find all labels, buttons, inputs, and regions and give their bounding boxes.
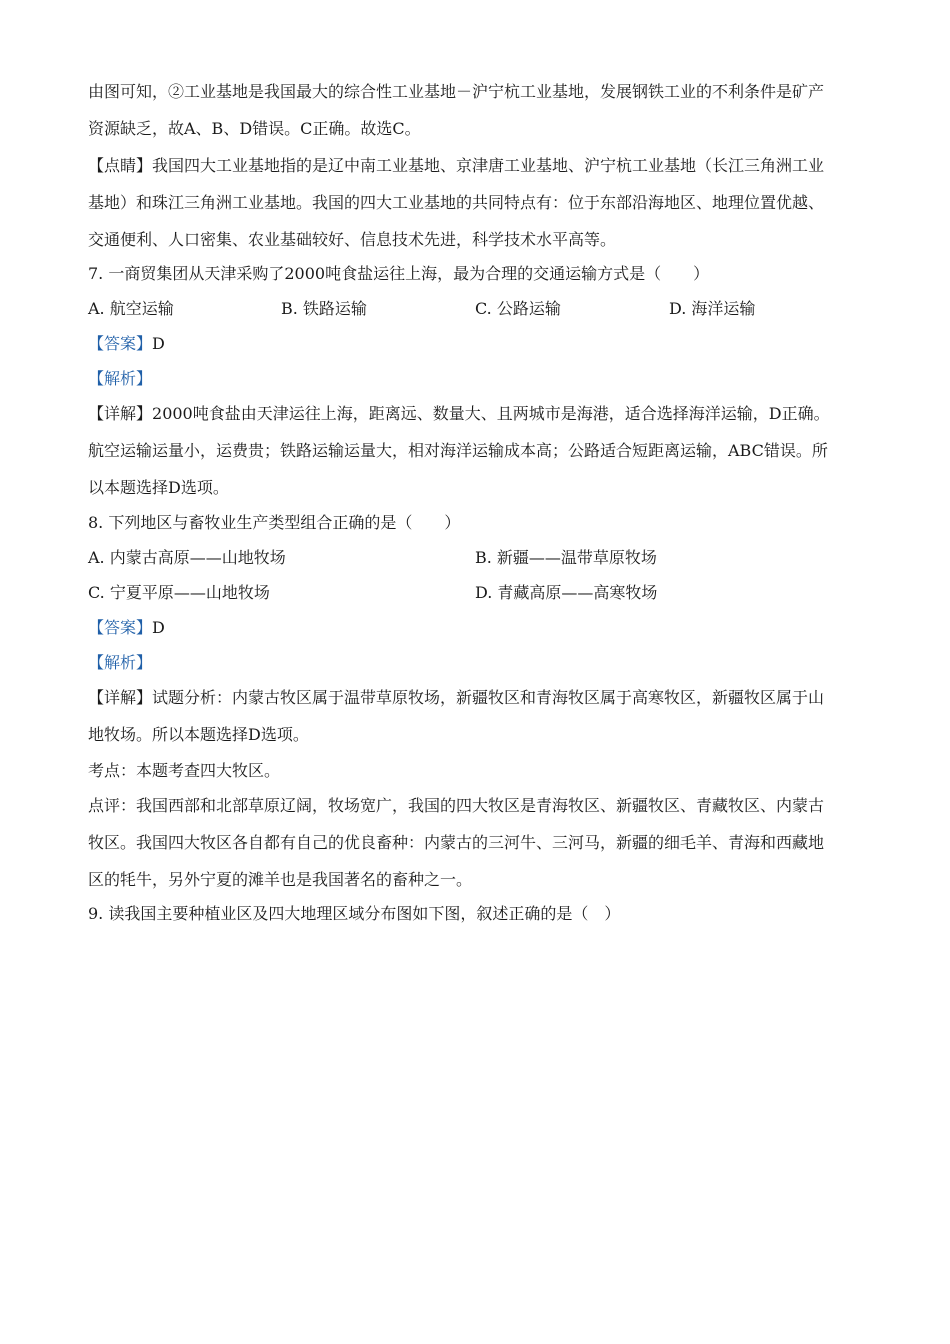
dianjing-line-1 (88, 155, 824, 177)
q8-detail-tag: 【详解】 (88, 688, 153, 707)
q8-option-c: C. 宁夏平原——山地牧场 (88, 583, 270, 602)
q7-analysis-tag: 【解析】 (88, 369, 153, 388)
dianjing-line-2: 基地）和珠江三角洲工业基地。我国的四大工业基地的共同特点有：位于东部沿海地区、地理位置优越、 (88, 193, 825, 212)
dianjing-tag: 【点睛】 (88, 156, 153, 175)
q9-stem: 9. 读我国主要种植业区及四大地理区域分布图如下图，叙述正确的是（ ） (88, 904, 621, 923)
q8-detail-line-1 (88, 687, 824, 709)
prev-explanation-line-2: 资源缺乏，故A、B、D错误。C正确。故选C。 (88, 119, 421, 138)
q7-option-d: D. 海洋运输 (669, 299, 756, 318)
q7-detail-tag: 【详解】 (88, 404, 153, 423)
q7-detail-line-2: 航空运输运量小，运费贵；铁路运输运量大，相对海洋运输成本高；公路适合短距离运输，ABC错误。所 (88, 441, 828, 460)
q8-dianping-line-2: 牧区。我国四大牧区各自都有自己的优良畜种：内蒙古的三河牛、三河马，新疆的细毛羊、青海和西藏地 (88, 833, 825, 852)
q7-detail-line-1 (88, 403, 830, 425)
q8-detail-line-2: 地牧场。所以本题选择D选项。 (88, 725, 309, 744)
q7-answer-tag: 【答案】 (88, 334, 153, 353)
q8-dianping-line-1: 点评：我国西部和北部草原辽阔，牧场宽广，我国的四大牧区是青海牧区、新疆牧区、青藏牧区、内蒙古 (88, 796, 825, 815)
q8-option-a: A. 内蒙古高原——山地牧场 (88, 548, 286, 567)
q7-option-b: B. 铁路运输 (281, 299, 367, 318)
q7-answer (88, 333, 165, 355)
q8-answer-value: D (152, 618, 165, 637)
q8-stem: 8. 下列地区与畜牧业生产类型组合正确的是（ ） (88, 513, 461, 532)
q7-option-c: C. 公路运输 (475, 299, 561, 318)
q8-option-b: B. 新疆——温带草原牧场 (475, 548, 657, 567)
q7-detail-text: 2000吨食盐由天津运往上海，距离远、数量大、且两城市是海港，适合选择海洋运输，D正确。 (152, 404, 830, 423)
prev-explanation-line-1: 由图可知，②工业基地是我国最大的综合性工业基地－沪宁杭工业基地，发展钢铁工业的不利条件是矿产 (88, 82, 825, 101)
q8-detail-text: 试题分析：内蒙古牧区属于温带草原牧场，新疆牧区和青海牧区属于高寒牧区，新疆牧区属于山 (152, 688, 825, 707)
q8-answer-tag: 【答案】 (88, 618, 153, 637)
q8-option-d: D. 青藏高原——高寒牧场 (475, 583, 658, 602)
q7-option-a: A. 航空运输 (88, 299, 174, 318)
dianjing-line-3: 交通便利、人口密集、农业基础较好、信息技术先进，科学技术水平高等。 (88, 230, 617, 249)
q8-dianping-line-3: 区的牦牛，另外宁夏的滩羊也是我国著名的畜种之一。 (88, 870, 473, 889)
q8-kaodian: 考点：本题考查四大牧区。 (88, 761, 281, 780)
q8-analysis-tag: 【解析】 (88, 653, 153, 672)
q7-answer-value: D (152, 334, 165, 353)
q7-stem: 7. 一商贸集团从天津采购了2000吨食盐运往上海，最为合理的交通运输方式是（ ） (88, 264, 710, 283)
q8-answer (88, 617, 165, 639)
q7-detail-line-3: 以本题选择D选项。 (88, 478, 229, 497)
dianjing-text: 我国四大工业基地指的是辽中南工业基地、京津唐工业基地、沪宁杭工业基地（长江三角洲工业 (152, 156, 825, 175)
